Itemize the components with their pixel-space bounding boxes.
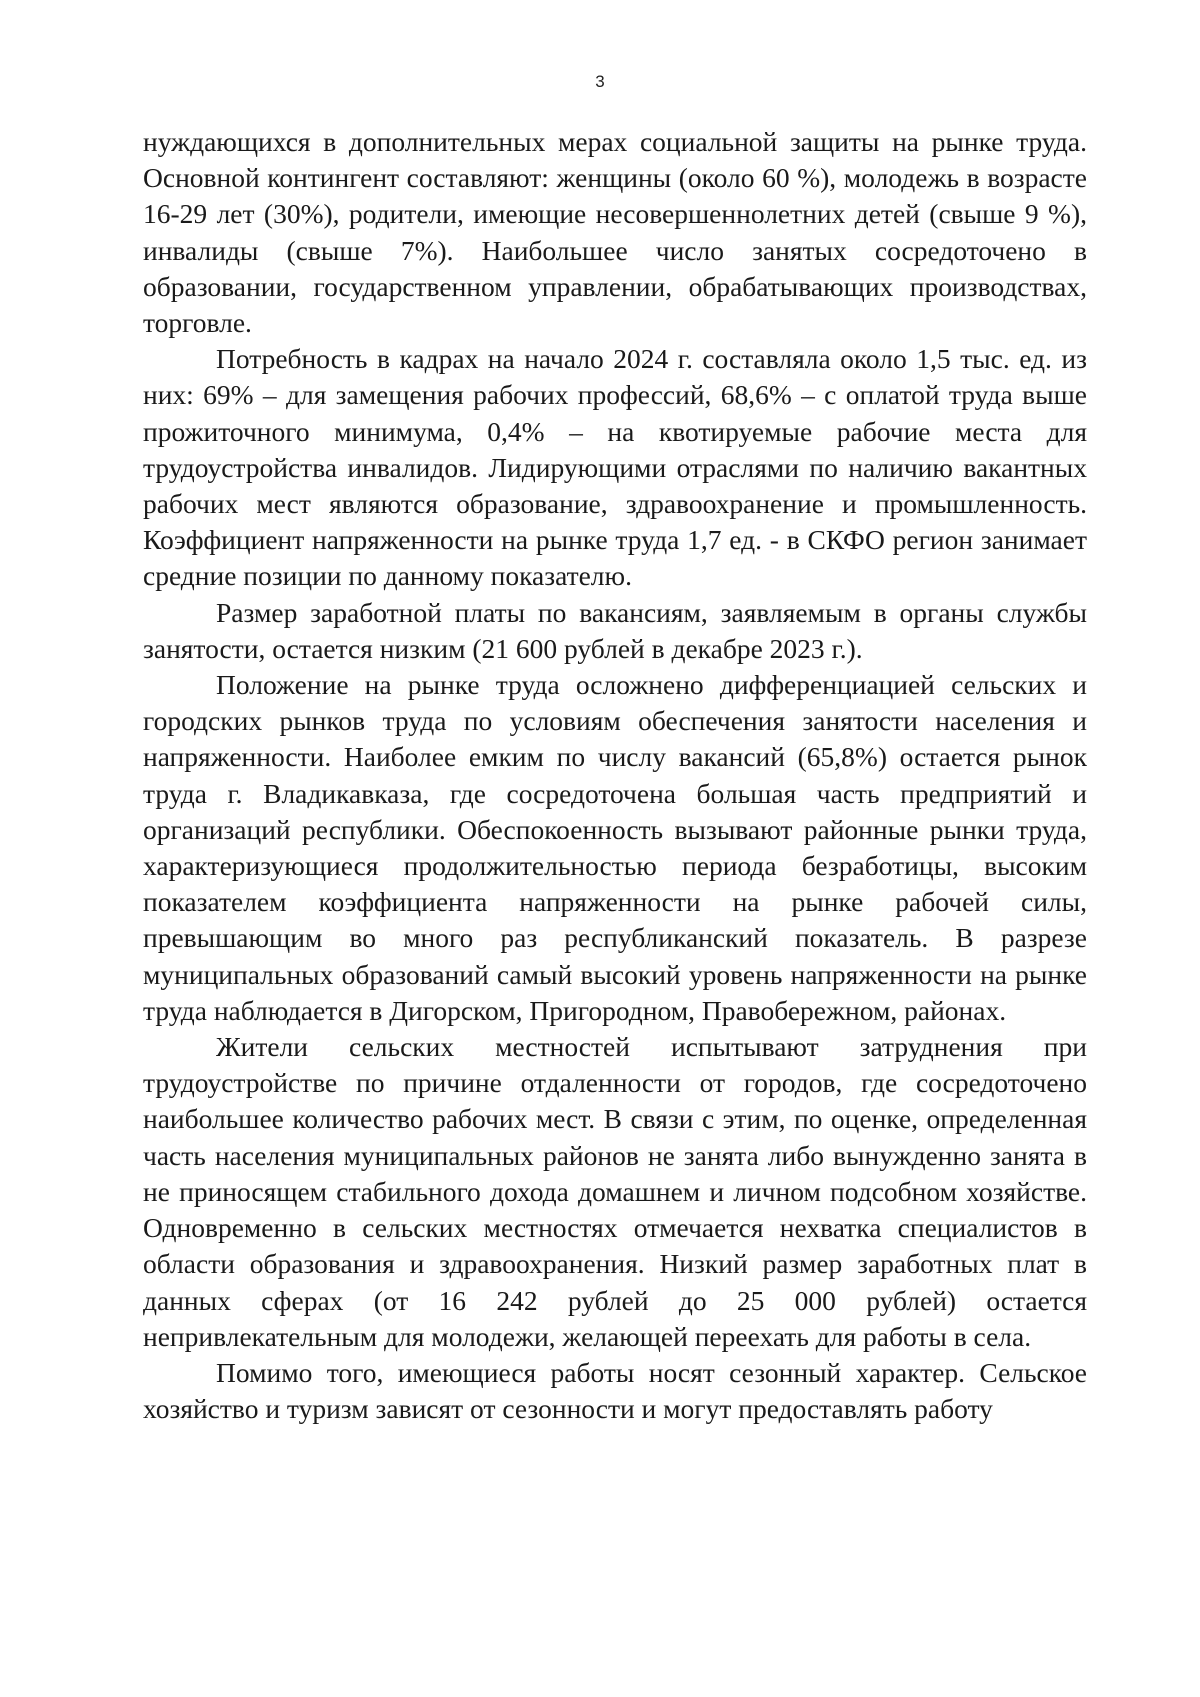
body-text [143,124,1087,1427]
page-number: 3 [595,72,605,91]
paragraph-continuation: нуждающихся в дополнительных мерах социальной защиты на рынке труда. Основной контингент составляют: женщины (около 60 %), молодежь в возрасте 16-29 лет (30%), родители, имеющие несовершеннолетних детей (свыше 9 %), инвалиды (свыше 7%). Наибольшее число занятых сосредоточено в образовании, государственном управлении, обрабатывающих производствах, торговле. [143,126,1087,339]
paragraph-seasonal-work: Помимо того, имеющиеся работы носят сезонный характер. Сельское хозяйство и туризм зависят от сезонности и могут предоставлять работу [143,1356,1087,1425]
paragraph-labor-market-differentiation: Положение на рынке труда осложнено дифференциацией сельских и городских рынков труда по условиям обеспечения занятости населения и напряженности. Наиболее емким по числу вакансий (65,8%) остается рынок труда г. Владикавказа, где сосредоточена большая часть предприятий и организаций республики. Обеспокоенность вызывают районные рынки труда, характеризующиеся продолжительностью периода безработицы, высоким показателем коэффициента напряженности на рынке рабочей силы, превышающим во много раз республиканский показатель. В разрезе муниципальных образований самый высокий уровень напряженности на рынке труда наблюдается в Дигорском, Пригородном, Правобережном, районах. [143,669,1087,1026]
paragraph-staffing-needs: Потребность в кадрах на начало 2024 г. составляла около 1,5 тыс. ед. из них: 69% – для замещения рабочих профессий, 68,6% – с оплатой труда выше прожиточного минимума, 0,4% – на квотируемые рабочие места для трудоустройства инвалидов. Лидирующими отраслями по наличию вакантных рабочих мест являются образование, здравоохранение и промышленность. Коэффициент напряженности на рынке труда 1,7 ед. - в СКФО регион занимает средние позиции по данному показателю. [143,343,1087,592]
paragraph-rural-residents: Жители сельских местностей испытывают затруднения при трудоустройстве по причине отдаленности от городов, где сосредоточено наибольшее количество рабочих мест. В связи с этим, по оценке, определенная часть населения муниципальных районов не занята либо вынужденно занята в не приносящем стабильного дохода домашнем и личном подсобном хозяйстве. Одновременно в сельских местностях отмечается нехватка специалистов в области образования и здравоохранения. Низкий размер заработных плат в данных сферах (от 16 242 рублей до 25 000 рублей) остается непривлекательным для молодежи, желающей переехать для работы в села. [143,1031,1087,1352]
paragraph-wages: Размер заработной платы по вакансиям, заявляемым в органы службы занятости, остается низким (21 600 рублей в декабре 2023 г.). [143,596,1087,664]
